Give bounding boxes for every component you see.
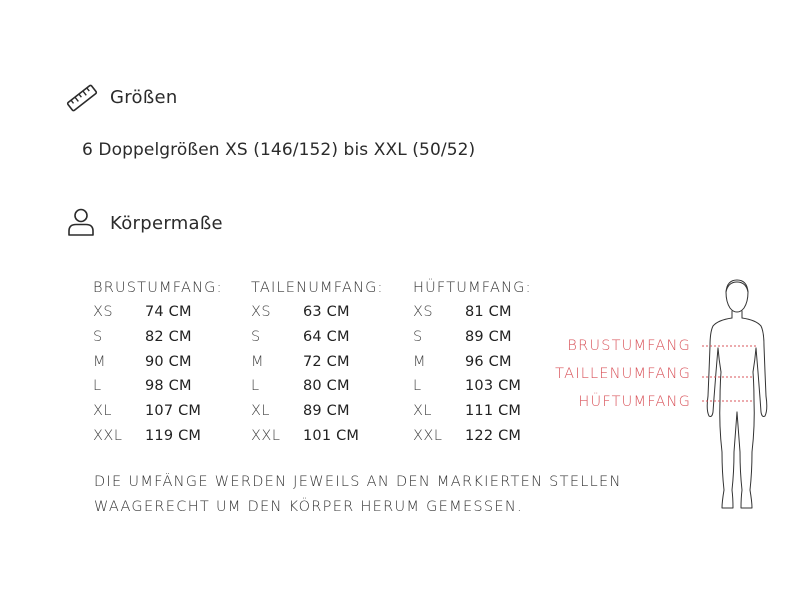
measure-value: 82 CM xyxy=(145,328,192,345)
measure-value: 96 CM xyxy=(465,353,512,370)
table-row xyxy=(251,350,384,375)
measure-value: 80 CM xyxy=(303,378,350,395)
size-label: S xyxy=(413,328,423,345)
size-label: XL xyxy=(413,403,433,420)
table-row xyxy=(251,325,384,350)
measure-value: 90 CM xyxy=(145,353,192,370)
table-row xyxy=(251,399,384,424)
measure-value: 72 CM xyxy=(303,353,350,370)
measurement-note-line2: WAAGERECHT UM DEN KÖRPER HERUM GEMESSEN. xyxy=(94,499,523,515)
measurements-heading: Körpermaße xyxy=(110,213,223,234)
size-label: S xyxy=(251,328,261,345)
table-row xyxy=(93,350,223,375)
sizes-heading: Größen xyxy=(110,87,178,108)
size-label: M xyxy=(93,353,107,370)
table-row xyxy=(413,300,532,325)
body-figure xyxy=(700,276,780,520)
measurement-note xyxy=(94,470,622,520)
chest-marker-label: BRUSTUMFANG xyxy=(567,338,691,354)
measure-value: 98 CM xyxy=(145,378,192,395)
table-row xyxy=(413,399,532,424)
measure-value: 74 CM xyxy=(145,304,192,320)
measure-value: 122 CM xyxy=(465,427,522,444)
measure-value: 119 CM xyxy=(145,427,202,444)
size-label: L xyxy=(93,378,102,395)
hip-column xyxy=(413,276,532,449)
size-label: XXL xyxy=(93,427,123,444)
measure-value: 111 CM xyxy=(465,403,522,420)
measurement-note-line1: DIE UMFÄNGE WERDEN JEWEILS AN DEN MARKIERTEN STELLEN xyxy=(94,474,622,490)
measure-value: 89 CM xyxy=(465,328,512,345)
sizes-description: 6 Doppelgrößen XS (146/152) bis XXL (50/52) xyxy=(82,140,476,160)
size-label: M xyxy=(251,353,265,370)
measure-value: 64 CM xyxy=(303,328,350,345)
size-label: XL xyxy=(251,403,271,420)
chest-column xyxy=(93,276,223,449)
measure-value: 89 CM xyxy=(303,403,350,420)
table-row xyxy=(413,350,532,375)
waist-column xyxy=(251,276,384,449)
ruler-icon xyxy=(66,84,98,112)
table-row xyxy=(93,300,223,325)
table-row xyxy=(413,325,532,350)
measure-value: 107 CM xyxy=(145,403,202,420)
hip-marker-label: HÜFTUMFANG xyxy=(578,394,691,410)
size-label: XS xyxy=(251,304,272,320)
table-row xyxy=(251,300,384,325)
table-row xyxy=(251,424,384,449)
size-label: S xyxy=(93,328,103,345)
size-label: XS xyxy=(413,304,434,320)
size-label: XS xyxy=(93,304,114,320)
size-label: XXL xyxy=(413,427,443,444)
measure-value: 63 CM xyxy=(303,304,350,320)
size-label: L xyxy=(251,378,260,395)
chest-column-header: BRUSTUMFANG: xyxy=(93,280,223,296)
size-label: L xyxy=(413,378,422,395)
size-label: M xyxy=(413,353,427,370)
measure-value: 101 CM xyxy=(303,427,360,444)
size-label: XXL xyxy=(251,427,281,444)
table-row xyxy=(93,325,223,350)
hip-column-header: HÜFTUMFANG: xyxy=(413,280,532,296)
table-row xyxy=(93,399,223,424)
measure-value: 81 CM xyxy=(465,304,512,320)
table-row xyxy=(251,374,384,399)
waist-column-header: TAILENUMFANG: xyxy=(251,280,384,296)
table-row xyxy=(413,374,532,399)
table-row xyxy=(93,374,223,399)
size-label: XL xyxy=(93,403,113,420)
measure-value: 103 CM xyxy=(465,378,522,395)
person-icon xyxy=(66,207,96,237)
table-row xyxy=(413,424,532,449)
waist-marker-label: TAILLENUMFANG xyxy=(555,366,691,382)
table-row xyxy=(93,424,223,449)
